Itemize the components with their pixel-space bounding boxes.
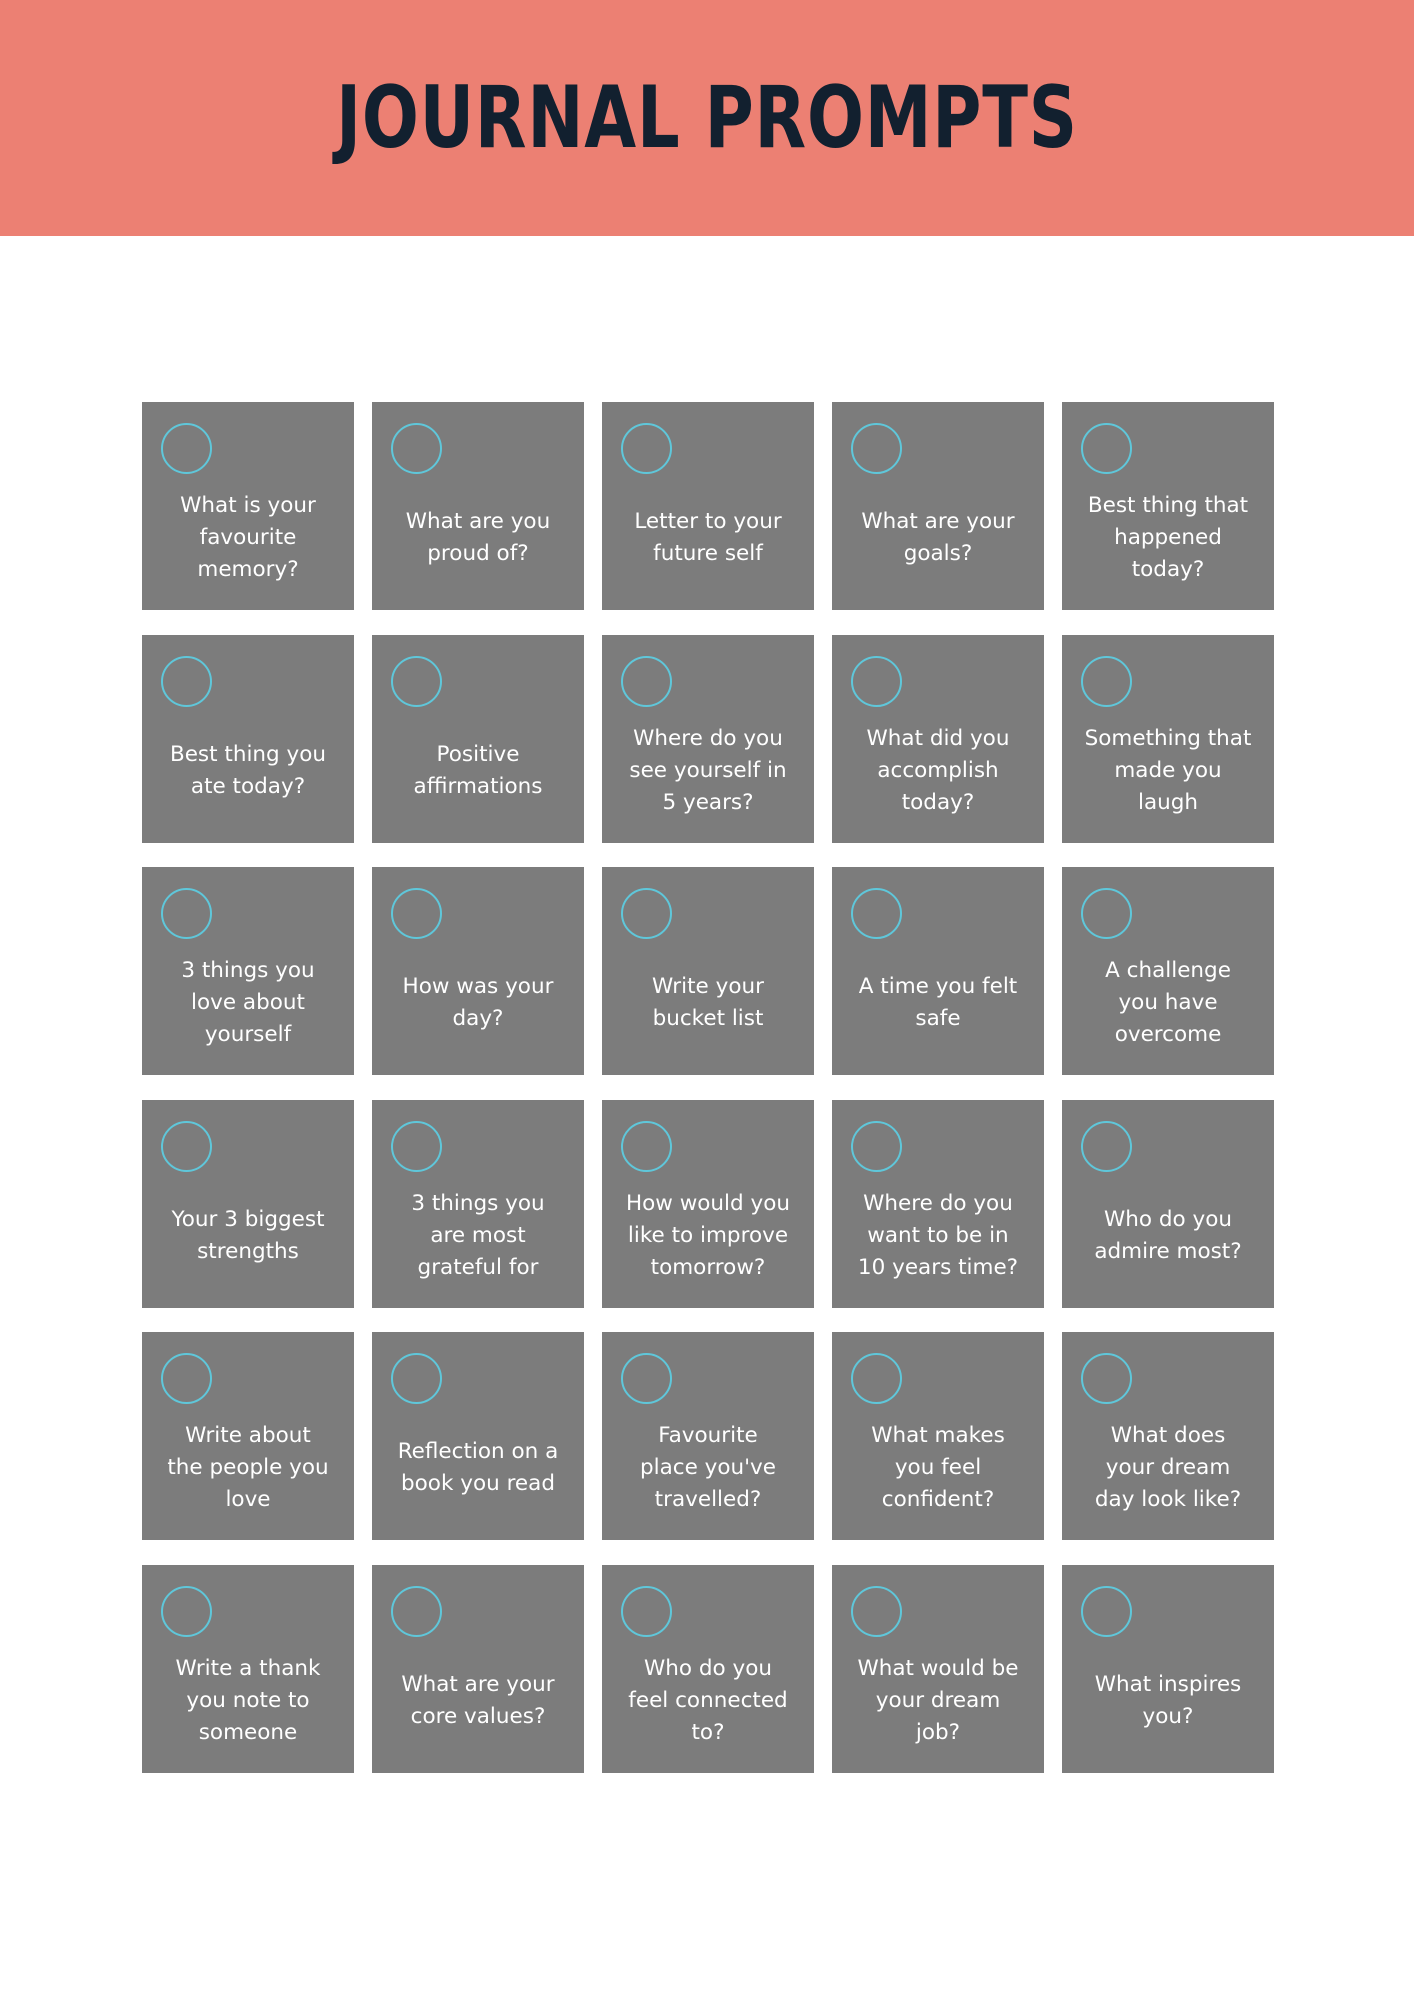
prompt-card: [372, 1332, 584, 1540]
prompt-card: [372, 402, 584, 610]
circle-checkbox-icon[interactable]: [161, 423, 212, 474]
prompt-text: What are you proud of?: [405, 509, 551, 566]
prompt-text: Write your bucket list: [652, 974, 764, 1032]
circle-checkbox-icon[interactable]: [161, 656, 212, 707]
circle-checkbox-icon[interactable]: [621, 1353, 672, 1404]
circle-checkbox-icon[interactable]: [391, 1353, 442, 1404]
prompt-text: A challenge you have overcome: [1105, 958, 1231, 1048]
circle-checkbox-icon[interactable]: [851, 888, 902, 939]
prompt-card: [142, 1332, 354, 1540]
prompt-text: Best thing that happened today?: [1087, 493, 1249, 582]
prompt-text: What would be your dream job?: [857, 1655, 1019, 1745]
prompt-text: What does your dream day look like?: [1094, 1423, 1242, 1513]
prompt-card: [832, 402, 1044, 610]
prompt-card: [602, 1332, 814, 1540]
prompt-text: Best thing you ate today?: [169, 741, 327, 799]
prompt-card: [1062, 867, 1274, 1075]
circle-checkbox-icon[interactable]: [621, 888, 672, 939]
circle-checkbox-icon[interactable]: [1081, 888, 1132, 939]
prompt-card: [832, 1565, 1044, 1773]
prompt-card: [142, 402, 354, 610]
circle-checkbox-icon[interactable]: [391, 423, 442, 474]
circle-checkbox-icon[interactable]: [851, 423, 902, 474]
circle-checkbox-icon[interactable]: [851, 1586, 902, 1637]
prompt-card: [832, 635, 1044, 843]
circle-checkbox-icon[interactable]: [851, 1353, 902, 1404]
circle-checkbox-icon[interactable]: [1081, 656, 1132, 707]
circle-checkbox-icon[interactable]: [621, 1121, 672, 1172]
circle-checkbox-icon[interactable]: [391, 888, 442, 939]
circle-checkbox-icon[interactable]: [391, 656, 442, 707]
prompt-card: [1062, 635, 1274, 843]
prompt-text: What inspires you?: [1094, 1671, 1242, 1729]
prompt-card: [372, 1100, 584, 1308]
prompt-card: [1062, 1332, 1274, 1540]
circle-checkbox-icon[interactable]: [1081, 1353, 1132, 1404]
prompt-text: Your 3 biggest strengths: [171, 1206, 325, 1264]
prompt-card: [832, 1100, 1044, 1308]
prompt-text: What did you accomplish today?: [866, 725, 1010, 815]
circle-checkbox-icon[interactable]: [161, 1353, 212, 1404]
circle-checkbox-icon[interactable]: [1081, 423, 1132, 474]
prompt-card: [602, 635, 814, 843]
circle-checkbox-icon[interactable]: [391, 1121, 442, 1172]
circle-checkbox-icon[interactable]: [1081, 1586, 1132, 1637]
circle-checkbox-icon[interactable]: [851, 656, 902, 707]
prompt-card: [1062, 1565, 1274, 1773]
prompt-text: Favourite place you've travelled?: [639, 1423, 777, 1513]
prompt-card: [372, 1565, 584, 1773]
circle-checkbox-icon[interactable]: [161, 888, 212, 939]
prompt-card: [832, 1332, 1044, 1540]
prompt-text: Write a thank you note to someone: [175, 1655, 321, 1745]
prompt-card: [142, 867, 354, 1075]
prompt-text: Where do you want to be in 10 years time?: [857, 1190, 1019, 1280]
prompt-card: [142, 1100, 354, 1308]
prompt-card: [142, 1565, 354, 1773]
prompt-text: What makes you feel confident?: [871, 1423, 1005, 1513]
prompt-card: [1062, 402, 1274, 610]
prompt-text: Where do you see yourself in 5 years?: [629, 725, 787, 815]
prompt-card: [832, 867, 1044, 1075]
circle-checkbox-icon[interactable]: [1081, 1121, 1132, 1172]
header-banner: [0, 0, 1414, 236]
prompt-text: Write about the people you love: [167, 1423, 329, 1513]
circle-checkbox-icon[interactable]: [621, 656, 672, 707]
prompt-text: What is your favourite memory?: [180, 493, 316, 582]
prompt-card: [602, 1100, 814, 1308]
circle-checkbox-icon[interactable]: [851, 1121, 902, 1172]
prompt-card: [602, 867, 814, 1075]
prompt-card: [602, 402, 814, 610]
prompt-text: A time you felt safe: [858, 974, 1018, 1032]
prompt-card: [142, 635, 354, 843]
prompt-card: [1062, 1100, 1274, 1308]
prompt-text: Who do you feel connected to?: [628, 1655, 788, 1745]
prompt-text: Letter to your future self: [634, 509, 782, 566]
prompt-card: [602, 1565, 814, 1773]
prompt-text: Positive affirmations: [413, 741, 543, 799]
circle-checkbox-icon[interactable]: [391, 1586, 442, 1637]
prompt-text: How was your day?: [402, 974, 554, 1032]
circle-checkbox-icon[interactable]: [161, 1586, 212, 1637]
prompt-grid: [142, 402, 1273, 1773]
prompt-card: [372, 867, 584, 1075]
prompt-text: 3 things you are most grateful for: [411, 1190, 545, 1280]
page-title: JOURNAL PROMPTS: [336, 68, 1078, 168]
prompt-text: How would you like to improve tomorrow?: [625, 1190, 791, 1280]
prompt-text: 3 things you love about yourself: [181, 958, 315, 1048]
circle-checkbox-icon[interactable]: [161, 1121, 212, 1172]
prompt-text: What are your goals?: [861, 509, 1015, 566]
prompt-text: Reflection on a book you read: [397, 1439, 559, 1497]
circle-checkbox-icon[interactable]: [621, 1586, 672, 1637]
prompt-card: [372, 635, 584, 843]
prompt-text: Something that made you laugh: [1084, 725, 1252, 815]
prompt-text: What are your core values?: [401, 1671, 555, 1729]
circle-checkbox-icon[interactable]: [621, 423, 672, 474]
prompt-text: Who do you admire most?: [1094, 1206, 1242, 1264]
